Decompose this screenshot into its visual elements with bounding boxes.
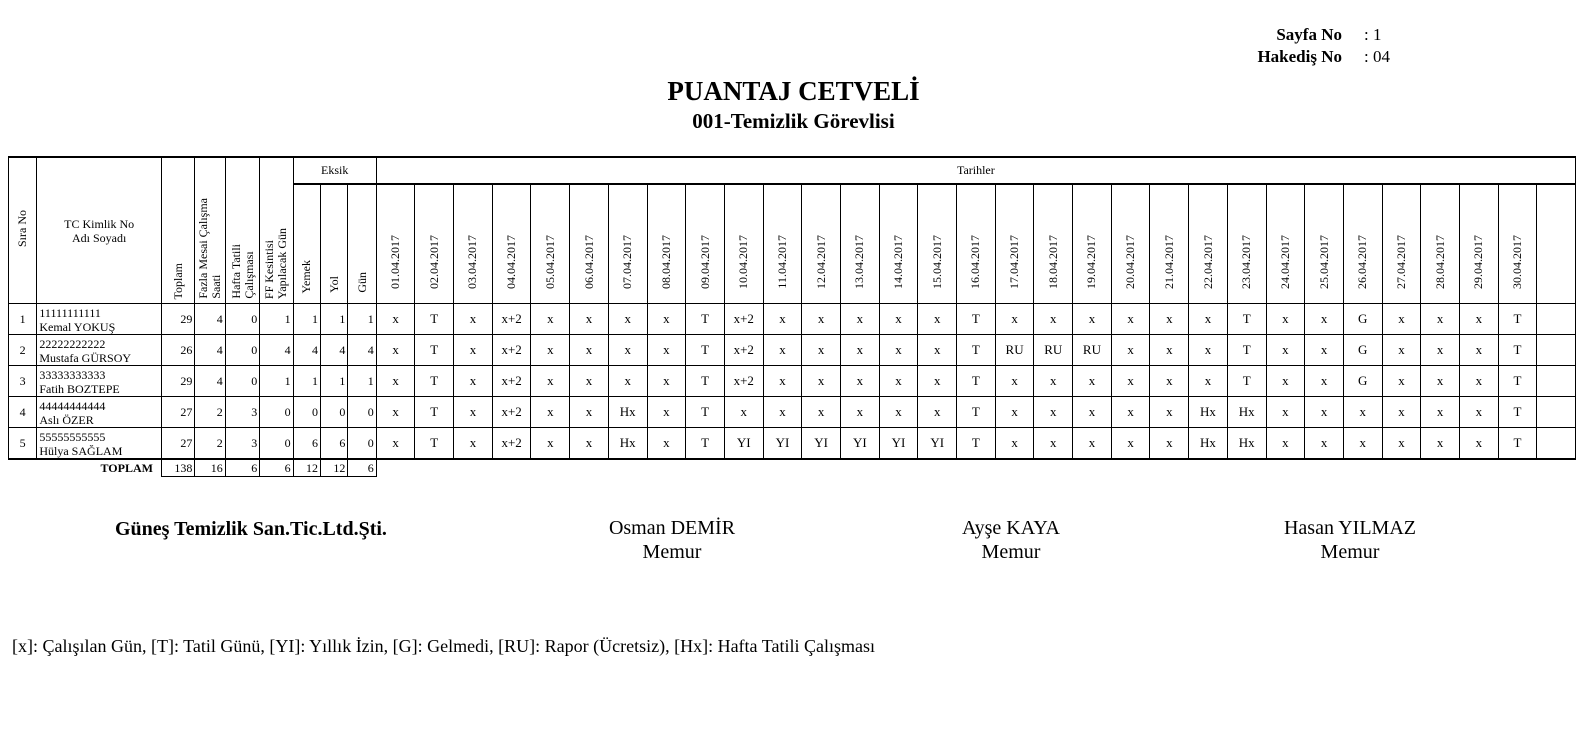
row-person — [37, 304, 162, 335]
day-cell: T — [957, 366, 996, 397]
day-cell: x — [570, 428, 609, 460]
row-yemek: 6 — [293, 428, 320, 460]
day-cell: x — [1150, 397, 1189, 428]
day-cell: T — [957, 335, 996, 366]
day-cell: x — [454, 397, 493, 428]
day-cell: x — [763, 397, 802, 428]
signature-1 — [572, 516, 772, 564]
date-header: 26.04.2017 — [1343, 184, 1382, 304]
day-cell: x — [1073, 304, 1112, 335]
day-cell: x+2 — [724, 366, 763, 397]
table-row — [9, 428, 1576, 460]
company-name: Güneş Temizlik San.Tic.Ltd.Şti. — [115, 518, 387, 540]
signature-role: Memur — [981, 541, 1041, 563]
payment-no-label: Hakediş No — [1257, 47, 1342, 66]
day-cell: T — [1498, 397, 1537, 428]
day-cell: T — [415, 335, 454, 366]
payment-no-value: : 04 — [1364, 47, 1390, 66]
day-cell: T — [1498, 304, 1537, 335]
signature-role: Memur — [1320, 541, 1380, 563]
date-header: 08.04.2017 — [647, 184, 686, 304]
day-cell: T — [1498, 335, 1537, 366]
day-cell: x — [1382, 428, 1421, 460]
row-gun: 4 — [348, 335, 376, 366]
day-cell: x — [1111, 335, 1150, 366]
day-cell: x — [1073, 366, 1112, 397]
row-fazla: 2 — [195, 397, 225, 428]
day-cell: x — [763, 335, 802, 366]
row-yol: 1 — [320, 366, 347, 397]
day-cell-empty — [1537, 335, 1576, 366]
day-cell: YI — [918, 428, 957, 460]
signature-role: Memur — [642, 541, 702, 563]
row-ff: 1 — [260, 366, 293, 397]
date-header: 23.04.2017 — [1227, 184, 1266, 304]
col-toplam: Toplam — [161, 157, 194, 304]
day-cell: Hx — [608, 428, 647, 460]
day-cell: x — [1305, 304, 1344, 335]
date-header: 01.04.2017 — [376, 184, 415, 304]
day-cell: x — [1382, 366, 1421, 397]
day-cell: x — [1266, 335, 1305, 366]
day-cell: x — [608, 366, 647, 397]
date-header: 27.04.2017 — [1382, 184, 1421, 304]
row-yol: 4 — [320, 335, 347, 366]
row-ff: 0 — [260, 428, 293, 460]
date-header: 16.04.2017 — [957, 184, 996, 304]
row-hafta: 0 — [225, 366, 259, 397]
date-header: 28.04.2017 — [1421, 184, 1460, 304]
date-header: 30.04.2017 — [1498, 184, 1537, 304]
date-header: 10.04.2017 — [724, 184, 763, 304]
signature-2 — [911, 516, 1111, 564]
day-cell: x — [1266, 304, 1305, 335]
day-cell: T — [1498, 428, 1537, 460]
legend: [x]: Çalışılan Gün, [T]: Tatil Günü, [YI]: Yıllık İzin, [G]: Gelmedi, [RU]: Rapor (Ücretsiz), [Hx]: Hafta Tatili Çalışması — [12, 636, 875, 656]
day-cell-empty — [1537, 397, 1576, 428]
row-sira: 5 — [9, 428, 37, 460]
day-cell: x — [570, 366, 609, 397]
day-cell: x — [1421, 335, 1460, 366]
date-header: 24.04.2017 — [1266, 184, 1305, 304]
day-cell: x — [647, 397, 686, 428]
day-cell: x — [995, 397, 1034, 428]
date-header: 07.04.2017 — [608, 184, 647, 304]
day-cell: x — [802, 397, 841, 428]
day-cell: x — [376, 366, 415, 397]
day-cell: x — [376, 397, 415, 428]
day-cell: RU — [995, 335, 1034, 366]
person-name: Aslı ÖZER — [39, 413, 94, 427]
date-header: 21.04.2017 — [1150, 184, 1189, 304]
day-cell: x — [531, 428, 570, 460]
page-subtitle: 001-Temizlik Görevlisi — [692, 109, 895, 133]
day-cell: x — [1189, 366, 1228, 397]
date-header: 19.04.2017 — [1073, 184, 1112, 304]
day-cell: T — [686, 304, 725, 335]
day-cell: x — [1111, 304, 1150, 335]
day-cell: x — [763, 304, 802, 335]
day-cell: x+2 — [492, 335, 531, 366]
day-cell: x — [1189, 304, 1228, 335]
row-hafta: 0 — [225, 304, 259, 335]
col-tc-name: TC Kimlik No Adı Soyadı — [37, 157, 162, 304]
person-name: Kemal YOKUŞ — [39, 320, 116, 334]
day-cell: x — [879, 397, 918, 428]
day-cell: x — [918, 335, 957, 366]
day-cell: x — [1459, 397, 1498, 428]
day-cell: x — [608, 304, 647, 335]
day-cell: x — [1111, 397, 1150, 428]
signature-3 — [1250, 516, 1450, 564]
total-fazla: 16 — [195, 459, 225, 477]
day-cell: x — [995, 428, 1034, 460]
row-toplam: 27 — [161, 428, 194, 460]
day-cell: x+2 — [492, 304, 531, 335]
row-toplam: 27 — [161, 397, 194, 428]
date-header-empty — [1537, 184, 1576, 304]
row-fazla: 4 — [195, 366, 225, 397]
row-yol: 0 — [320, 397, 347, 428]
day-cell: x — [802, 366, 841, 397]
date-header: 25.04.2017 — [1305, 184, 1344, 304]
row-person — [37, 397, 162, 428]
day-cell: T — [415, 304, 454, 335]
day-cell: x — [840, 304, 879, 335]
day-cell: x — [376, 304, 415, 335]
table-row — [9, 397, 1576, 428]
total-gun: 6 — [348, 459, 376, 477]
day-cell: T — [415, 428, 454, 460]
total-ff: 6 — [260, 459, 293, 477]
day-cell: YI — [802, 428, 841, 460]
day-cell: T — [1227, 304, 1266, 335]
day-cell: x — [531, 397, 570, 428]
tc-number: 33333333333 — [39, 368, 106, 382]
date-header: 18.04.2017 — [1034, 184, 1073, 304]
day-cell: x+2 — [492, 428, 531, 460]
row-toplam: 29 — [161, 304, 194, 335]
signature-name: Osman DEMİR — [608, 517, 736, 539]
day-cell: x — [1459, 335, 1498, 366]
day-cell: x — [1034, 366, 1073, 397]
table-row — [9, 304, 1576, 335]
signature-name: Ayşe KAYA — [962, 517, 1060, 539]
document-meta — [1220, 24, 1390, 68]
day-cell: x — [531, 304, 570, 335]
tc-number: 44444444444 — [39, 399, 106, 413]
day-cell: T — [957, 304, 996, 335]
day-cell: x — [802, 335, 841, 366]
day-cell: x — [376, 335, 415, 366]
row-hafta: 3 — [225, 428, 259, 460]
date-header: 17.04.2017 — [995, 184, 1034, 304]
day-cell: RU — [1073, 335, 1112, 366]
day-cell: x — [1189, 335, 1228, 366]
day-cell: x — [1382, 304, 1421, 335]
day-cell: x — [454, 366, 493, 397]
day-cell: YI — [879, 428, 918, 460]
day-cell: x — [1150, 428, 1189, 460]
day-cell: Hx — [1189, 428, 1228, 460]
day-cell: x — [879, 304, 918, 335]
col-eksik: Eksik — [293, 157, 376, 184]
row-hafta: 3 — [225, 397, 259, 428]
day-cell: T — [415, 397, 454, 428]
row-ff: 1 — [260, 304, 293, 335]
day-cell: x — [570, 335, 609, 366]
day-cell: x — [1421, 304, 1460, 335]
day-cell: x — [995, 304, 1034, 335]
date-header: 09.04.2017 — [686, 184, 725, 304]
row-yol: 6 — [320, 428, 347, 460]
day-cell: x — [1459, 428, 1498, 460]
day-cell: x — [1459, 366, 1498, 397]
day-cell: x — [1111, 428, 1150, 460]
row-gun: 1 — [348, 366, 376, 397]
day-cell: x — [608, 335, 647, 366]
totals-label: TOPLAM — [100, 460, 153, 475]
date-header: 06.04.2017 — [570, 184, 609, 304]
person-name: Hülya SAĞLAM — [39, 444, 123, 458]
day-cell: x — [647, 304, 686, 335]
day-cell: x — [1150, 335, 1189, 366]
day-cell: x — [647, 428, 686, 460]
day-cell-empty — [1537, 428, 1576, 460]
day-cell: x — [454, 335, 493, 366]
day-cell: x — [1305, 397, 1344, 428]
day-cell: x — [570, 397, 609, 428]
day-cell: x — [879, 366, 918, 397]
row-sira: 1 — [9, 304, 37, 335]
row-gun: 0 — [348, 397, 376, 428]
col-yemek: Yemek — [293, 184, 320, 304]
day-cell: x — [918, 366, 957, 397]
day-cell: T — [1498, 366, 1537, 397]
day-cell: x — [1111, 366, 1150, 397]
row-sira: 4 — [9, 397, 37, 428]
day-cell: x+2 — [724, 304, 763, 335]
row-gun: 0 — [348, 428, 376, 460]
day-cell: x — [647, 335, 686, 366]
day-cell: x — [1150, 366, 1189, 397]
day-cell: x+2 — [492, 366, 531, 397]
date-header: 15.04.2017 — [918, 184, 957, 304]
row-person — [37, 335, 162, 366]
row-yemek: 1 — [293, 304, 320, 335]
day-cell: T — [1227, 335, 1266, 366]
day-cell: YI — [840, 428, 879, 460]
day-cell: T — [686, 428, 725, 460]
col-fazla-mesai: Fazla Mesai Çalışma Saati — [195, 157, 225, 304]
date-header: 29.04.2017 — [1459, 184, 1498, 304]
date-header: 05.04.2017 — [531, 184, 570, 304]
day-cell: x+2 — [724, 335, 763, 366]
day-cell: x — [1266, 366, 1305, 397]
day-cell: T — [686, 335, 725, 366]
day-cell: T — [415, 366, 454, 397]
total-yol: 12 — [320, 459, 347, 477]
day-cell: Hx — [1227, 397, 1266, 428]
day-cell: x — [1421, 397, 1460, 428]
row-person — [37, 366, 162, 397]
day-cell: x — [1034, 397, 1073, 428]
date-header: 22.04.2017 — [1189, 184, 1228, 304]
day-cell: YI — [763, 428, 802, 460]
row-toplam: 29 — [161, 366, 194, 397]
attendance-table — [8, 156, 1576, 477]
day-cell-empty — [1537, 366, 1576, 397]
day-cell: x — [918, 397, 957, 428]
day-cell: x — [1421, 366, 1460, 397]
day-cell: x — [1421, 428, 1460, 460]
row-fazla: 4 — [195, 335, 225, 366]
row-hafta: 0 — [225, 335, 259, 366]
day-cell: YI — [724, 428, 763, 460]
day-cell: x — [454, 304, 493, 335]
day-cell: x+2 — [492, 397, 531, 428]
total-yemek: 12 — [293, 459, 320, 477]
day-cell: x — [454, 428, 493, 460]
day-cell: x — [531, 335, 570, 366]
row-fazla: 4 — [195, 304, 225, 335]
day-cell: x — [763, 366, 802, 397]
day-cell: x — [570, 304, 609, 335]
day-cell: T — [957, 428, 996, 460]
page-no-label: Sayfa No — [1276, 25, 1342, 44]
tc-number: 55555555555 — [39, 430, 106, 444]
day-cell: x — [840, 397, 879, 428]
row-sira: 2 — [9, 335, 37, 366]
day-cell: T — [686, 397, 725, 428]
day-cell: x — [802, 304, 841, 335]
day-cell: x — [1382, 397, 1421, 428]
day-cell: x — [1034, 304, 1073, 335]
date-header: 11.04.2017 — [763, 184, 802, 304]
day-cell: x — [840, 335, 879, 366]
day-cell: T — [686, 366, 725, 397]
row-fazla: 2 — [195, 428, 225, 460]
col-tarihler: Tarihler — [376, 157, 1575, 184]
day-cell: x — [1459, 304, 1498, 335]
day-cell: Hx — [1227, 428, 1266, 460]
col-yol: Yol — [320, 184, 347, 304]
day-cell: x — [376, 428, 415, 460]
tc-number: 11111111111 — [39, 306, 101, 320]
page-no-value: : 1 — [1364, 25, 1382, 44]
date-header: 03.04.2017 — [454, 184, 493, 304]
day-cell: x — [1305, 335, 1344, 366]
day-cell: x — [1034, 428, 1073, 460]
total-hafta: 6 — [225, 459, 259, 477]
date-header: 12.04.2017 — [802, 184, 841, 304]
day-cell: x — [1305, 366, 1344, 397]
day-cell: T — [1227, 366, 1266, 397]
date-header: 02.04.2017 — [415, 184, 454, 304]
day-cell: G — [1343, 366, 1382, 397]
col-hafta-tatili: Hafta Tatili Çalışması — [225, 157, 259, 304]
row-yemek: 1 — [293, 366, 320, 397]
day-cell: Hx — [608, 397, 647, 428]
total-toplam: 138 — [161, 459, 194, 477]
day-cell: x — [1382, 335, 1421, 366]
date-header: 20.04.2017 — [1111, 184, 1150, 304]
day-cell-empty — [1537, 304, 1576, 335]
day-cell: x — [1150, 304, 1189, 335]
row-ff: 4 — [260, 335, 293, 366]
day-cell: RU — [1034, 335, 1073, 366]
day-cell: Hx — [1189, 397, 1228, 428]
date-header: 04.04.2017 — [492, 184, 531, 304]
row-toplam: 26 — [161, 335, 194, 366]
day-cell: G — [1343, 304, 1382, 335]
day-cell: x — [1343, 428, 1382, 460]
tc-number: 22222222222 — [39, 337, 106, 351]
col-sira: Sıra No — [9, 157, 37, 304]
day-cell: x — [840, 366, 879, 397]
date-header: 13.04.2017 — [840, 184, 879, 304]
day-cell: T — [957, 397, 996, 428]
person-name: Fatih BOZTEPE — [39, 382, 120, 396]
signature-name: Hasan YILMAZ — [1283, 517, 1416, 539]
row-yemek: 4 — [293, 335, 320, 366]
day-cell: x — [724, 397, 763, 428]
date-header: 14.04.2017 — [879, 184, 918, 304]
row-person — [37, 428, 162, 460]
table-row — [9, 335, 1576, 366]
day-cell: x — [1343, 397, 1382, 428]
day-cell: x — [1266, 428, 1305, 460]
day-cell: x — [1266, 397, 1305, 428]
row-gun: 1 — [348, 304, 376, 335]
day-cell: x — [1073, 397, 1112, 428]
row-yemek: 0 — [293, 397, 320, 428]
day-cell: x — [918, 304, 957, 335]
day-cell: x — [531, 366, 570, 397]
day-cell: x — [647, 366, 686, 397]
row-ff: 0 — [260, 397, 293, 428]
day-cell: G — [1343, 335, 1382, 366]
row-yol: 1 — [320, 304, 347, 335]
row-sira: 3 — [9, 366, 37, 397]
col-ff-kesintisi: FF Kesintisi Yapılacak Gün — [260, 157, 293, 304]
day-cell: x — [995, 366, 1034, 397]
person-name: Mustafa GÜRSOY — [39, 351, 132, 365]
table-row — [9, 366, 1576, 397]
page-title: PUANTAJ CETVELİ — [667, 76, 920, 106]
col-gun: Gün — [348, 184, 376, 304]
day-cell: x — [1073, 428, 1112, 460]
day-cell: x — [1305, 428, 1344, 460]
day-cell: x — [879, 335, 918, 366]
